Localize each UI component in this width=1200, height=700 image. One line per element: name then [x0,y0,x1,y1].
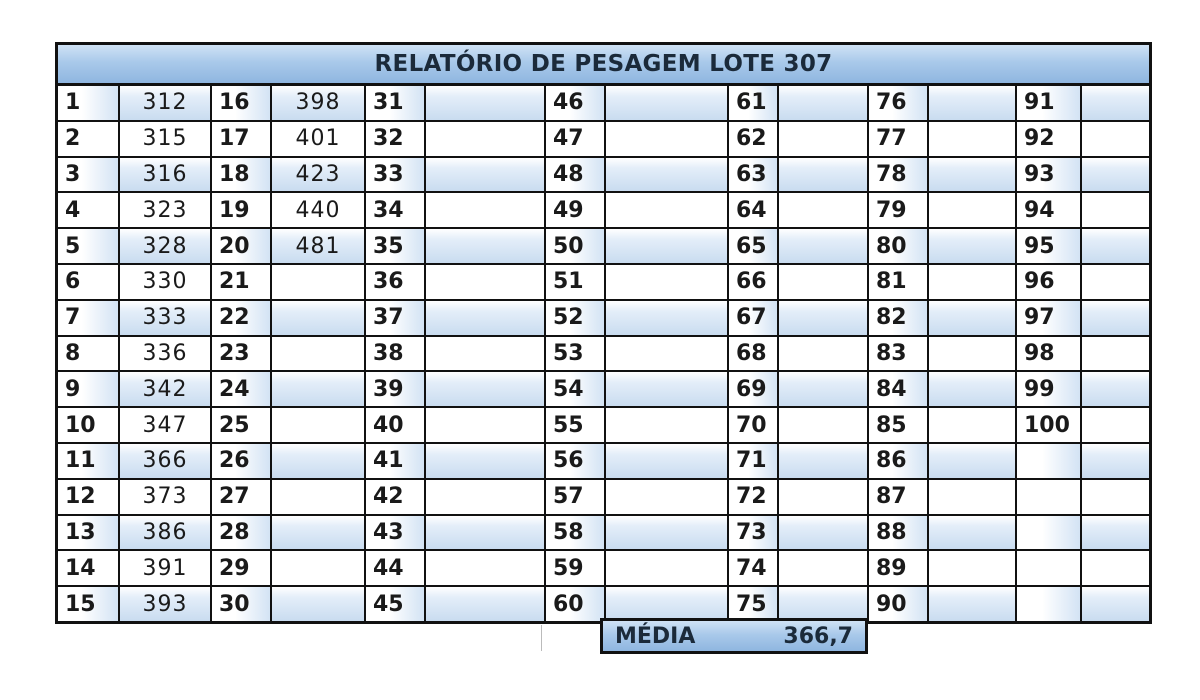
weight-cell [425,300,545,336]
weight-cell [778,550,868,586]
animal-number-cell: 58 [545,515,605,551]
weight-cell [1081,192,1149,228]
animal-number-cell: 1 [58,86,119,121]
table-row [58,515,1149,551]
weight-cell [425,515,545,551]
table-row [58,479,1149,515]
table-row [58,443,1149,479]
animal-number-cell: 61 [728,86,778,121]
weight-cell [605,264,728,300]
table-body [58,86,1149,621]
weight-cell [605,407,728,443]
animal-number-cell: 21 [211,264,271,300]
weight-cell: 398 [271,86,365,121]
weight-cell [425,336,545,372]
weight-cell [928,515,1016,551]
weight-cell [271,515,365,551]
weight-cell [271,264,365,300]
animal-number-cell: 46 [545,86,605,121]
weight-cell [778,515,868,551]
weight-cell [1081,443,1149,479]
weight-cell [271,407,365,443]
weight-cell [425,371,545,407]
animal-number-cell: 39 [365,371,425,407]
weight-cell [928,192,1016,228]
animal-number-cell: 93 [1016,157,1081,193]
animal-number-cell: 12 [58,479,119,515]
weight-cell [1081,407,1149,443]
weight-cell [1081,157,1149,193]
weight-cell [425,264,545,300]
weight-cell [928,264,1016,300]
weighing-table [58,86,1149,621]
weight-cell: 393 [119,586,211,621]
weight-cell [605,479,728,515]
animal-number-cell: 84 [868,371,928,407]
animal-number-cell: 99 [1016,371,1081,407]
weight-cell [928,407,1016,443]
table-row [58,192,1149,228]
weight-cell [1081,586,1149,621]
animal-number-cell: 57 [545,479,605,515]
animal-number-cell: 31 [365,86,425,121]
animal-number-cell: 47 [545,121,605,157]
animal-number-cell: 65 [728,228,778,264]
report-title: RELATÓRIO DE PESAGEM LOTE 307 [58,45,1149,86]
weight-cell [778,479,868,515]
animal-number-cell: 96 [1016,264,1081,300]
animal-number-cell: 43 [365,515,425,551]
animal-number-cell: 80 [868,228,928,264]
average-box [600,618,868,654]
animal-number-cell: 48 [545,157,605,193]
animal-number-cell: 100 [1016,407,1081,443]
weight-cell [1081,264,1149,300]
animal-number-cell: 40 [365,407,425,443]
animal-number-cell: 55 [545,407,605,443]
animal-number-cell: 81 [868,264,928,300]
animal-number-cell [1016,479,1081,515]
weight-cell [928,336,1016,372]
weight-cell [605,336,728,372]
weight-cell [605,228,728,264]
weight-cell [271,586,365,621]
animal-number-cell: 85 [868,407,928,443]
animal-number-cell: 37 [365,300,425,336]
weight-cell [928,479,1016,515]
animal-number-cell: 11 [58,443,119,479]
weighing-report [55,42,1152,624]
weight-cell [425,157,545,193]
weight-cell: 481 [271,228,365,264]
weight-cell: 401 [271,121,365,157]
table-row [58,407,1149,443]
animal-number-cell: 50 [545,228,605,264]
animal-number-cell: 49 [545,192,605,228]
animal-number-cell: 82 [868,300,928,336]
animal-number-cell: 35 [365,228,425,264]
animal-number-cell: 29 [211,550,271,586]
weight-cell [1081,550,1149,586]
animal-number-cell: 66 [728,264,778,300]
weight-cell: 315 [119,121,211,157]
weight-cell [425,121,545,157]
table-row [58,264,1149,300]
animal-number-cell: 91 [1016,86,1081,121]
weight-cell [928,157,1016,193]
weight-cell: 391 [119,550,211,586]
animal-number-cell: 13 [58,515,119,551]
weight-cell: 440 [271,192,365,228]
animal-number-cell: 71 [728,443,778,479]
weight-cell [1081,300,1149,336]
weight-cell: 366 [119,443,211,479]
animal-number-cell: 90 [868,586,928,621]
animal-number-cell: 2 [58,121,119,157]
animal-number-cell: 64 [728,192,778,228]
animal-number-cell: 22 [211,300,271,336]
weight-cell [271,550,365,586]
weight-cell: 330 [119,264,211,300]
weight-cell [1081,515,1149,551]
weight-cell [1081,121,1149,157]
weight-cell [778,157,868,193]
weight-cell [778,192,868,228]
weight-cell [425,407,545,443]
animal-number-cell: 25 [211,407,271,443]
animal-number-cell: 10 [58,407,119,443]
animal-number-cell: 52 [545,300,605,336]
animal-number-cell: 17 [211,121,271,157]
weight-cell [605,443,728,479]
animal-number-cell: 42 [365,479,425,515]
animal-number-cell: 56 [545,443,605,479]
weight-cell: 342 [119,371,211,407]
animal-number-cell: 79 [868,192,928,228]
animal-number-cell: 74 [728,550,778,586]
animal-number-cell: 62 [728,121,778,157]
animal-number-cell: 72 [728,479,778,515]
animal-number-cell: 54 [545,371,605,407]
weight-cell [271,479,365,515]
weight-cell [778,300,868,336]
weight-cell [605,86,728,121]
animal-number-cell: 41 [365,443,425,479]
animal-number-cell [1016,515,1081,551]
animal-number-cell: 34 [365,192,425,228]
table-row [58,336,1149,372]
table-row [58,550,1149,586]
animal-number-cell: 8 [58,336,119,372]
weight-cell [778,86,868,121]
animal-number-cell: 36 [365,264,425,300]
animal-number-cell: 97 [1016,300,1081,336]
weight-cell [778,336,868,372]
animal-number-cell: 4 [58,192,119,228]
animal-number-cell: 83 [868,336,928,372]
animal-number-cell [1016,586,1081,621]
animal-number-cell [1016,550,1081,586]
animal-number-cell: 77 [868,121,928,157]
animal-number-cell: 38 [365,336,425,372]
weight-cell [778,371,868,407]
animal-number-cell: 51 [545,264,605,300]
animal-number-cell: 23 [211,336,271,372]
weight-cell [1081,336,1149,372]
animal-number-cell: 69 [728,371,778,407]
animal-number-cell: 86 [868,443,928,479]
animal-number-cell: 78 [868,157,928,193]
animal-number-cell: 5 [58,228,119,264]
table-row [58,586,1149,621]
animal-number-cell: 94 [1016,192,1081,228]
table-row [58,371,1149,407]
weight-cell [1081,86,1149,121]
weight-cell: 386 [119,515,211,551]
weight-cell [778,586,868,621]
animal-number-cell: 28 [211,515,271,551]
animal-number-cell: 60 [545,586,605,621]
animal-number-cell: 98 [1016,336,1081,372]
animal-number-cell: 88 [868,515,928,551]
weight-cell: 316 [119,157,211,193]
weight-cell [605,550,728,586]
animal-number-cell [1016,443,1081,479]
weight-cell [605,586,728,621]
animal-number-cell: 92 [1016,121,1081,157]
animal-number-cell: 9 [58,371,119,407]
animal-number-cell: 63 [728,157,778,193]
weight-cell [928,121,1016,157]
weight-cell [928,371,1016,407]
weight-cell [928,550,1016,586]
weight-cell [271,371,365,407]
weight-cell: 323 [119,192,211,228]
weight-cell [605,371,728,407]
animal-number-cell: 32 [365,121,425,157]
divider-mark [541,625,542,651]
animal-number-cell: 16 [211,86,271,121]
animal-number-cell: 73 [728,515,778,551]
table-row [58,228,1149,264]
animal-number-cell: 45 [365,586,425,621]
weight-cell: 312 [119,86,211,121]
weight-cell [425,228,545,264]
average-value: 366,7 [783,623,853,649]
weight-cell [928,86,1016,121]
weight-cell [928,586,1016,621]
weight-cell [778,407,868,443]
table-row [58,86,1149,121]
table-row [58,121,1149,157]
weight-cell [425,586,545,621]
weight-cell [425,443,545,479]
animal-number-cell: 14 [58,550,119,586]
animal-number-cell: 19 [211,192,271,228]
weight-cell [271,300,365,336]
animal-number-cell: 76 [868,86,928,121]
animal-number-cell: 33 [365,157,425,193]
weight-cell [778,228,868,264]
animal-number-cell: 24 [211,371,271,407]
animal-number-cell: 68 [728,336,778,372]
weight-cell [928,228,1016,264]
weight-cell: 336 [119,336,211,372]
animal-number-cell: 95 [1016,228,1081,264]
weight-cell [425,192,545,228]
animal-number-cell: 18 [211,157,271,193]
weight-cell [425,479,545,515]
animal-number-cell: 20 [211,228,271,264]
animal-number-cell: 75 [728,586,778,621]
weight-cell [271,443,365,479]
weight-cell [605,515,728,551]
animal-number-cell: 7 [58,300,119,336]
animal-number-cell: 44 [365,550,425,586]
weight-cell [605,157,728,193]
animal-number-cell: 70 [728,407,778,443]
weight-cell [1081,371,1149,407]
weight-cell [1081,479,1149,515]
weight-cell: 347 [119,407,211,443]
weight-cell [605,300,728,336]
animal-number-cell: 3 [58,157,119,193]
weight-cell: 423 [271,157,365,193]
weight-cell [605,192,728,228]
table-row [58,300,1149,336]
weight-cell: 373 [119,479,211,515]
animal-number-cell: 27 [211,479,271,515]
weight-cell [778,121,868,157]
animal-number-cell: 6 [58,264,119,300]
animal-number-cell: 30 [211,586,271,621]
average-label: MÉDIA [615,623,696,649]
weight-cell [778,443,868,479]
animal-number-cell: 59 [545,550,605,586]
weight-cell: 328 [119,228,211,264]
animal-number-cell: 15 [58,586,119,621]
weight-cell [425,550,545,586]
animal-number-cell: 87 [868,479,928,515]
weight-cell [425,86,545,121]
animal-number-cell: 53 [545,336,605,372]
weight-cell [928,443,1016,479]
table-row [58,157,1149,193]
animal-number-cell: 89 [868,550,928,586]
weight-cell [928,300,1016,336]
weight-cell [605,121,728,157]
weight-cell [778,264,868,300]
weight-cell [271,336,365,372]
animal-number-cell: 67 [728,300,778,336]
weight-cell [1081,228,1149,264]
weight-cell: 333 [119,300,211,336]
animal-number-cell: 26 [211,443,271,479]
